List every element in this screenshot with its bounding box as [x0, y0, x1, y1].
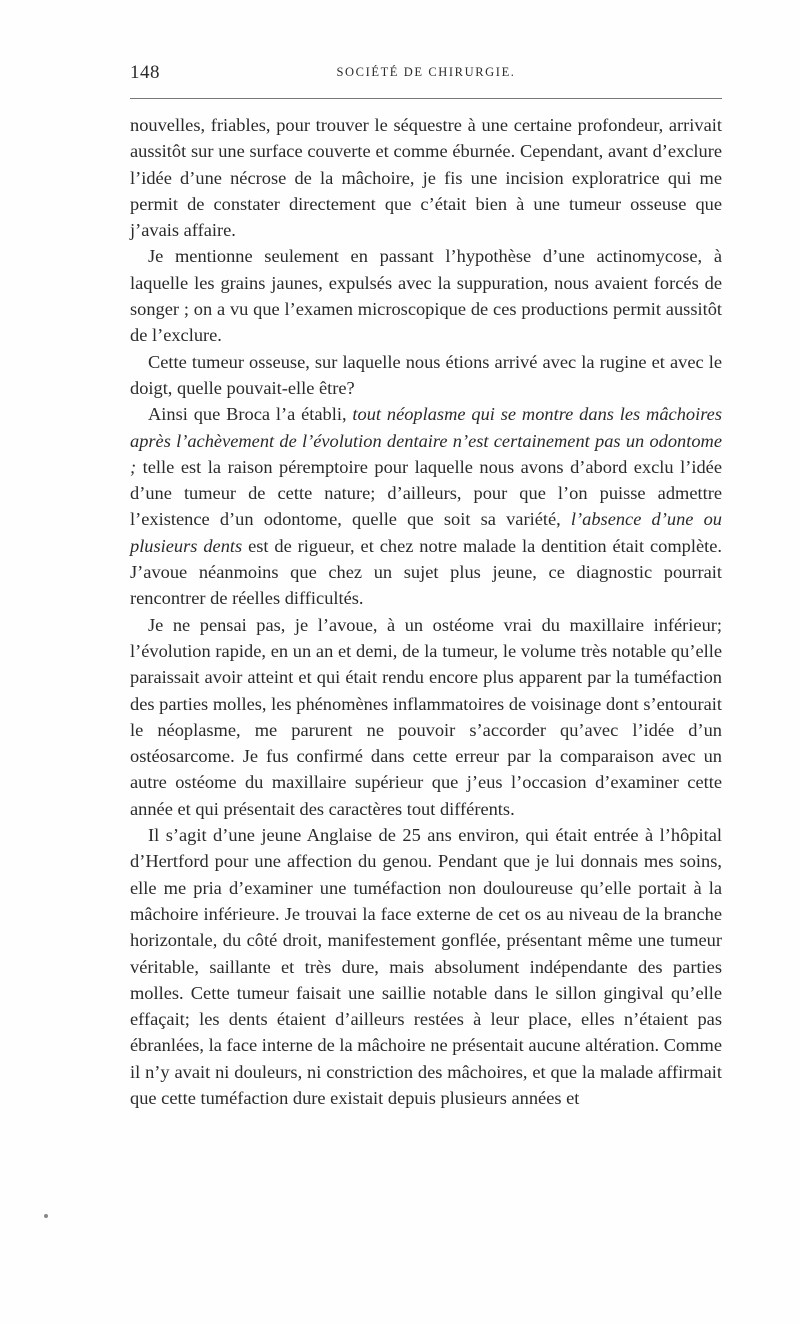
- text-run: Cette tumeur osseuse, sur laquelle nous étions arrivé avec la rugine et avec le doigt, quelle pouvait-elle être?: [130, 351, 722, 398]
- paragraph: [130, 112, 722, 243]
- italic-text: l’absence d’une ou plusieurs dents: [130, 509, 722, 556]
- text-run: Ainsi que Broca l’a établi,: [148, 404, 353, 425]
- ink-speck: [44, 1214, 48, 1218]
- page-header: [130, 62, 722, 86]
- paragraph: [130, 349, 722, 402]
- text-run: telle est la raison péremptoire pour laquelle nous avons d’abord exclu l’idée d’une tumeur de cette nature; d’ailleurs, pour que l’on puisse admettre l’existence d’un odontome, quelle que soit sa variété,: [130, 456, 722, 530]
- paragraph: [130, 401, 722, 611]
- text-run: Je ne pensai pas, je l’avoue, à un ostéome vrai du maxillaire inférieur; l’évolution rapide, en un an et demi, de la tumeur, le volume très notable qu’elle paraissait avoir atteint et qui était rendu encore plus apparent par la tuméfaction des parties molles, les phénomènes inflammatoires de voisinage dont s’entourait le néoplasme, me parurent ne pouvoir s’accorder qu’avec l’idée d’un ostéosarcome. Je fus confirmé dans cette erreur par la comparaison avec un autre ostéome du maxillaire supérieur que j’eus l’occasion d’examiner cette année et qui présentait des caractères tout différents.: [130, 614, 722, 819]
- text-run: Il s’agit d’une jeune Anglaise de 25 ans environ, qui était entrée à l’hôpital d’Hertford pour une affection du genou. Pendant que je lui donnais mes soins, elle me pria d’examiner une tuméfaction non douloureuse qu’elle portait à la mâchoire inférieure. Je trouvai la face externe de cet os au niveau de la branche horizontale, du côté droit, manifestement gonflée, présentant même une tumeur véritable, saillante et très dure, mais absolument indépendante des parties molles. Cette tumeur faisait une saillie notable dans le sillon gingival qu’elle effaçait; les dents étaient d’ailleurs restées à leur place, elles n’étaient pas ébranlées, la face interne de la mâchoire ne présentait aucune altération. Comme il n’y avait ni douleurs, ni constriction des mâchoires, et que la malade affirmait que cette tuméfaction dure existait depuis plusieurs années et: [130, 825, 722, 1108]
- running-head: SOCIÉTÉ DE CHIRURGIE.: [336, 65, 516, 79]
- paragraph: [130, 612, 722, 822]
- body-text: [130, 112, 722, 1111]
- text-run: est de rigueur, et chez notre malade la dentition était complète. J’avoue néanmoins que chez un sujet plus jeune, ce diagnostic pourrait rencontrer de réelles difficultés.: [130, 535, 723, 609]
- italic-text: tout néoplasme qui se montre dans les mâchoires après l’achèvement de l’évolution dentaire n’est certainement pas un odontome ;: [130, 404, 722, 477]
- page-number: 148: [130, 62, 160, 83]
- text-run: Je mentionne seulement en passant l’hypothèse d’une actinomycose, à laquelle les grains jaunes, expulsés avec la suppuration, nous avaient forcés de songer ; on a vu que l’examen microscopique de ces productions permit aussitôt de l’exclure.: [130, 246, 722, 346]
- text-run: nouvelles, friables, pour trouver le séquestre à une certaine profondeur, arrivait aussitôt sur une surface couverte et comme éburnée. Cependant, avant d’exclure l’idée d’une nécrose de la mâchoire, je fis une incision exploratrice qui me permit de constater directement que c’était bien à une tumeur osseuse que j’avais affaire.: [130, 115, 722, 241]
- header-rule: [130, 98, 722, 99]
- paragraph: [130, 822, 722, 1111]
- paragraph: [130, 243, 722, 348]
